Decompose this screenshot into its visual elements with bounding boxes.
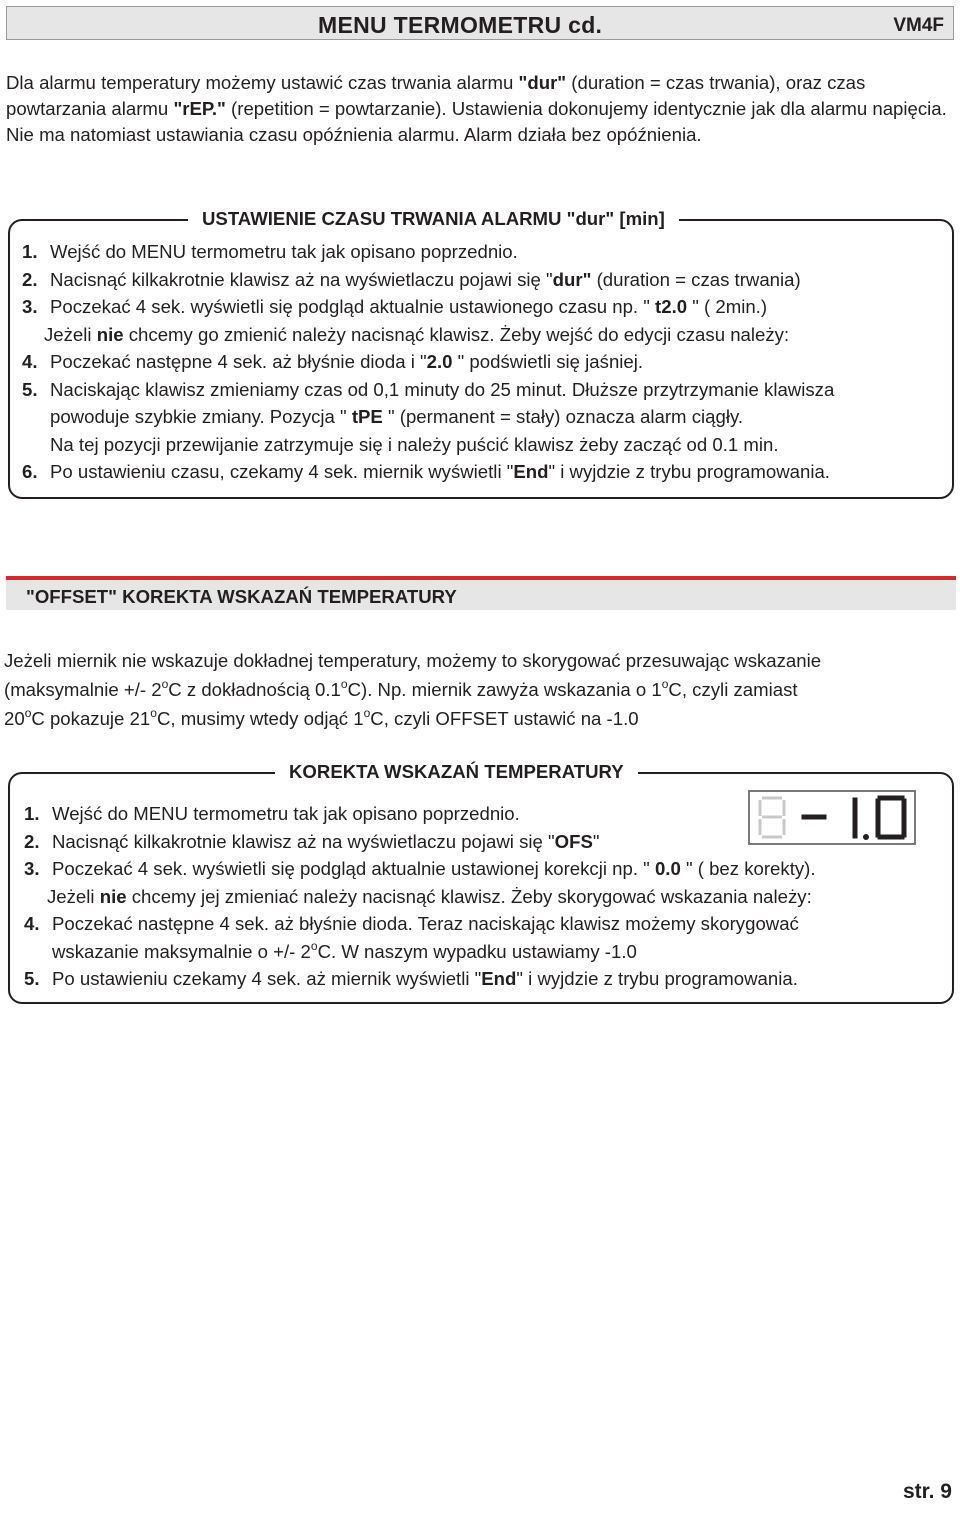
korekta-steps: [24, 800, 949, 993]
step-text: Wejść do MENU termometru tak jak opisano poprzednio.: [50, 241, 518, 262]
step-number: 1.: [24, 803, 40, 824]
list-item: [24, 855, 949, 883]
step-text: wskazanie maksymalnie o +/- 2$^o$C. W naszym wypadku ustawiamy -1.0: [52, 938, 637, 962]
dur-box-title: USTAWIENIE CZASU TRWANIA ALARMU "dur" [min]: [188, 208, 679, 230]
intro-text-2: (duration = czas trwania), oraz czas powtarzania alarmu: [6, 72, 866, 119]
offset-line-3: 20$^o$C pokazuje 21$^o$C, musimy wtedy odjąć 1$^o$C, czyli OFFSET ustawić na -1.0: [4, 706, 639, 729]
step-text: Poczekać następne 4 sek. aż błyśnie dioda i "2.0 " podświetli się jaśniej.: [50, 351, 644, 372]
list-item: [22, 266, 947, 294]
step-text: Poczekać 4 sek. wyświetli się podgląd aktualnie ustawionego czasu np. " t2.0 " ( 2min.): [50, 296, 768, 317]
step-text: Na tej pozycji przewijanie zatrzymuje się i należy puścić klawisz żeby zacząć od 0.1 min.: [50, 433, 779, 455]
step-text: Jeżeli nie chcemy go zmienić należy nacisnąć klawisz. Żeby wejść do edycji czasu należy:: [44, 323, 790, 345]
step-number: 6.: [22, 461, 38, 482]
list-item: [24, 883, 949, 911]
list-item: [22, 376, 947, 404]
list-item: [22, 403, 947, 431]
intro-paragraph: [6, 70, 951, 148]
step-number: 4.: [22, 351, 38, 372]
offset-paragraph: [4, 646, 949, 733]
step-number: 3.: [22, 296, 38, 317]
offset-line-1: Jeżeli miernik nie wskazuje dokładnej temperatury, możemy to skorygować przesuwając wskazanie: [4, 650, 822, 671]
step-number: 5.: [22, 378, 38, 400]
model-code: VM4F: [893, 15, 944, 36]
step-number: 4.: [24, 913, 40, 934]
step-number: 1.: [22, 241, 38, 262]
step-number: 2.: [22, 268, 38, 290]
step-text: Po ustawieniu czekamy 4 sek. aż miernik wyświetli "End" i wyjdzie z trybu programowania.: [52, 968, 798, 989]
list-item: [24, 938, 949, 966]
list-item: [24, 965, 949, 993]
step-number: 2.: [24, 830, 40, 852]
intro-text-1: Dla alarmu temperatury możemy ustawić czas trwania alarmu: [6, 72, 519, 93]
step-text: Nacisnąć kilkakrotnie klawisz aż na wyświetlaczu pojawi się "OFS": [52, 830, 600, 852]
korekta-box-title: KOREKTA WSKAZAŃ TEMPERATURY: [275, 761, 638, 783]
list-item: [22, 431, 947, 459]
list-item: [22, 348, 947, 376]
step-text: Po ustawieniu czasu, czekamy 4 sek. miernik wyświetli "End" i wyjdzie z trybu programowania.: [50, 461, 830, 482]
step-text: Wejść do MENU termometru tak jak opisano poprzednio.: [52, 803, 520, 824]
intro-rep: "rEP.": [173, 98, 226, 119]
page-number: str. 9: [902, 1480, 952, 1503]
list-item: [22, 321, 947, 349]
step-text: Poczekać 4 sek. wyświetli się podgląd aktualnie ustawionej korekcji np. " 0.0 " ( bez korekty).: [52, 858, 816, 879]
dur-steps: [22, 238, 947, 486]
step-text: Poczekać następne 4 sek. aż błyśnie dioda. Teraz naciskając klawisz możemy skorygować: [52, 913, 799, 934]
intro-text-3: (repetition = powtarzanie). Ustawienia dokonujemy identycznie jak dla alarmu napięcia. Nie ma natomiast ustawiania czasu opóźnienia alarmu. Alarm działa bez opóźnienia.: [6, 98, 947, 145]
list-item: [24, 910, 949, 938]
list-item: [24, 800, 949, 828]
step-text: Jeżeli nie chcemy jej zmieniać należy nacisnąć klawisz. Żeby skorygować wskazania należy:: [47, 885, 812, 907]
offset-section-title: "OFFSET" KOREKTA WSKAZAŃ TEMPERATURY: [26, 586, 457, 607]
list-item: [22, 458, 947, 486]
intro-dur: "dur": [518, 72, 567, 93]
offset-line-2: (maksymalnie +/- 2$^o$C z dokładnością 0.1$^o$C). Np. miernik zawyża wskazania o 1$^o$C, czyli zamiast: [4, 677, 798, 700]
list-item: [24, 828, 949, 856]
step-text: Naciskając klawisz zmieniamy czas od 0,1 minuty do 25 minut. Dłuższe przytrzymanie klawisza: [50, 378, 835, 400]
page-title: MENU TERMOMETRU cd.: [318, 12, 603, 38]
list-item: [22, 293, 947, 321]
list-item: [22, 238, 947, 266]
step-text: Nacisnąć kilkakrotnie klawisz aż na wyświetlaczu pojawi się "dur" (duration = czas trwania): [50, 268, 801, 290]
step-number: 5.: [24, 968, 40, 989]
step-text: powoduje szybkie zmiany. Pozycja " tPE " (permanent = stały) oznacza alarm ciągły.: [50, 406, 744, 427]
step-number: 3.: [24, 858, 40, 879]
